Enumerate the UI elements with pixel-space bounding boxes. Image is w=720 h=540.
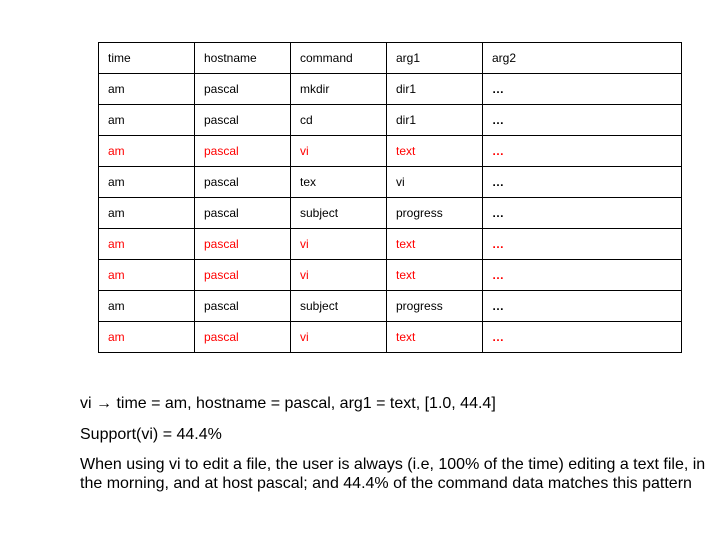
cell-time: am [99, 229, 195, 260]
command-data-table [98, 42, 682, 353]
cell-time: am [99, 260, 195, 291]
cell-command: vi [291, 322, 387, 353]
cell-arg2: … [483, 260, 682, 291]
header-hostname: hostname [195, 43, 291, 74]
cell-arg2: … [483, 229, 682, 260]
cell-arg1: text [387, 260, 483, 291]
cell-arg2: … [483, 136, 682, 167]
table-row [99, 229, 682, 260]
cell-time: am [99, 136, 195, 167]
table-row [99, 260, 682, 291]
cell-command: cd [291, 105, 387, 136]
cell-arg1: progress [387, 291, 483, 322]
table-row [99, 167, 682, 198]
cell-time: am [99, 105, 195, 136]
cell-arg2: … [483, 167, 682, 198]
explanation: When using vi to edit a file, the user is always (i.e, 100% of the time) editing a text file, in the morning, and at host pascal; and 44.4% of the command data matches this pattern [80, 456, 706, 492]
cell-command: vi [291, 136, 387, 167]
cell-time: am [99, 167, 195, 198]
cell-hostname: pascal [195, 136, 291, 167]
cell-hostname: pascal [195, 105, 291, 136]
header-command: command [291, 43, 387, 74]
cell-hostname: pascal [195, 229, 291, 260]
cell-arg1: text [387, 229, 483, 260]
cell-command: tex [291, 167, 387, 198]
cell-arg1: dir1 [387, 105, 483, 136]
cell-time: am [99, 291, 195, 322]
cell-time: am [99, 322, 195, 353]
cell-hostname: pascal [195, 74, 291, 105]
cell-command: subject [291, 291, 387, 322]
cell-command: subject [291, 198, 387, 229]
notes [80, 394, 710, 493]
cell-hostname: pascal [195, 167, 291, 198]
cell-arg1: text [387, 322, 483, 353]
table-row [99, 291, 682, 322]
cell-hostname: pascal [195, 322, 291, 353]
cell-time: am [99, 74, 195, 105]
cell-command: vi [291, 229, 387, 260]
header-arg1: arg1 [387, 43, 483, 74]
cell-arg2: … [483, 322, 682, 353]
cell-arg2: … [483, 105, 682, 136]
support-line: Support(vi) = 44.4% [80, 426, 222, 443]
table-row [99, 322, 682, 353]
cell-arg2: … [483, 74, 682, 105]
cell-hostname: pascal [195, 291, 291, 322]
cell-time: am [99, 198, 195, 229]
table-row [99, 136, 682, 167]
association-rule: vi → time = am, hostname = pascal, arg1 = text, [1.0, 44.4] [80, 395, 496, 412]
cell-arg2: … [483, 291, 682, 322]
table-row [99, 74, 682, 105]
table-row [99, 198, 682, 229]
cell-hostname: pascal [195, 260, 291, 291]
header-arg2: arg2 [483, 43, 682, 74]
cell-arg1: dir1 [387, 74, 483, 105]
table-header-row [99, 43, 682, 74]
cell-arg1: progress [387, 198, 483, 229]
table-row [99, 105, 682, 136]
cell-arg2: … [483, 198, 682, 229]
cell-arg1: text [387, 136, 483, 167]
cell-arg1: vi [387, 167, 483, 198]
cell-command: mkdir [291, 74, 387, 105]
header-time: time [99, 43, 195, 74]
cell-hostname: pascal [195, 198, 291, 229]
cell-command: vi [291, 260, 387, 291]
